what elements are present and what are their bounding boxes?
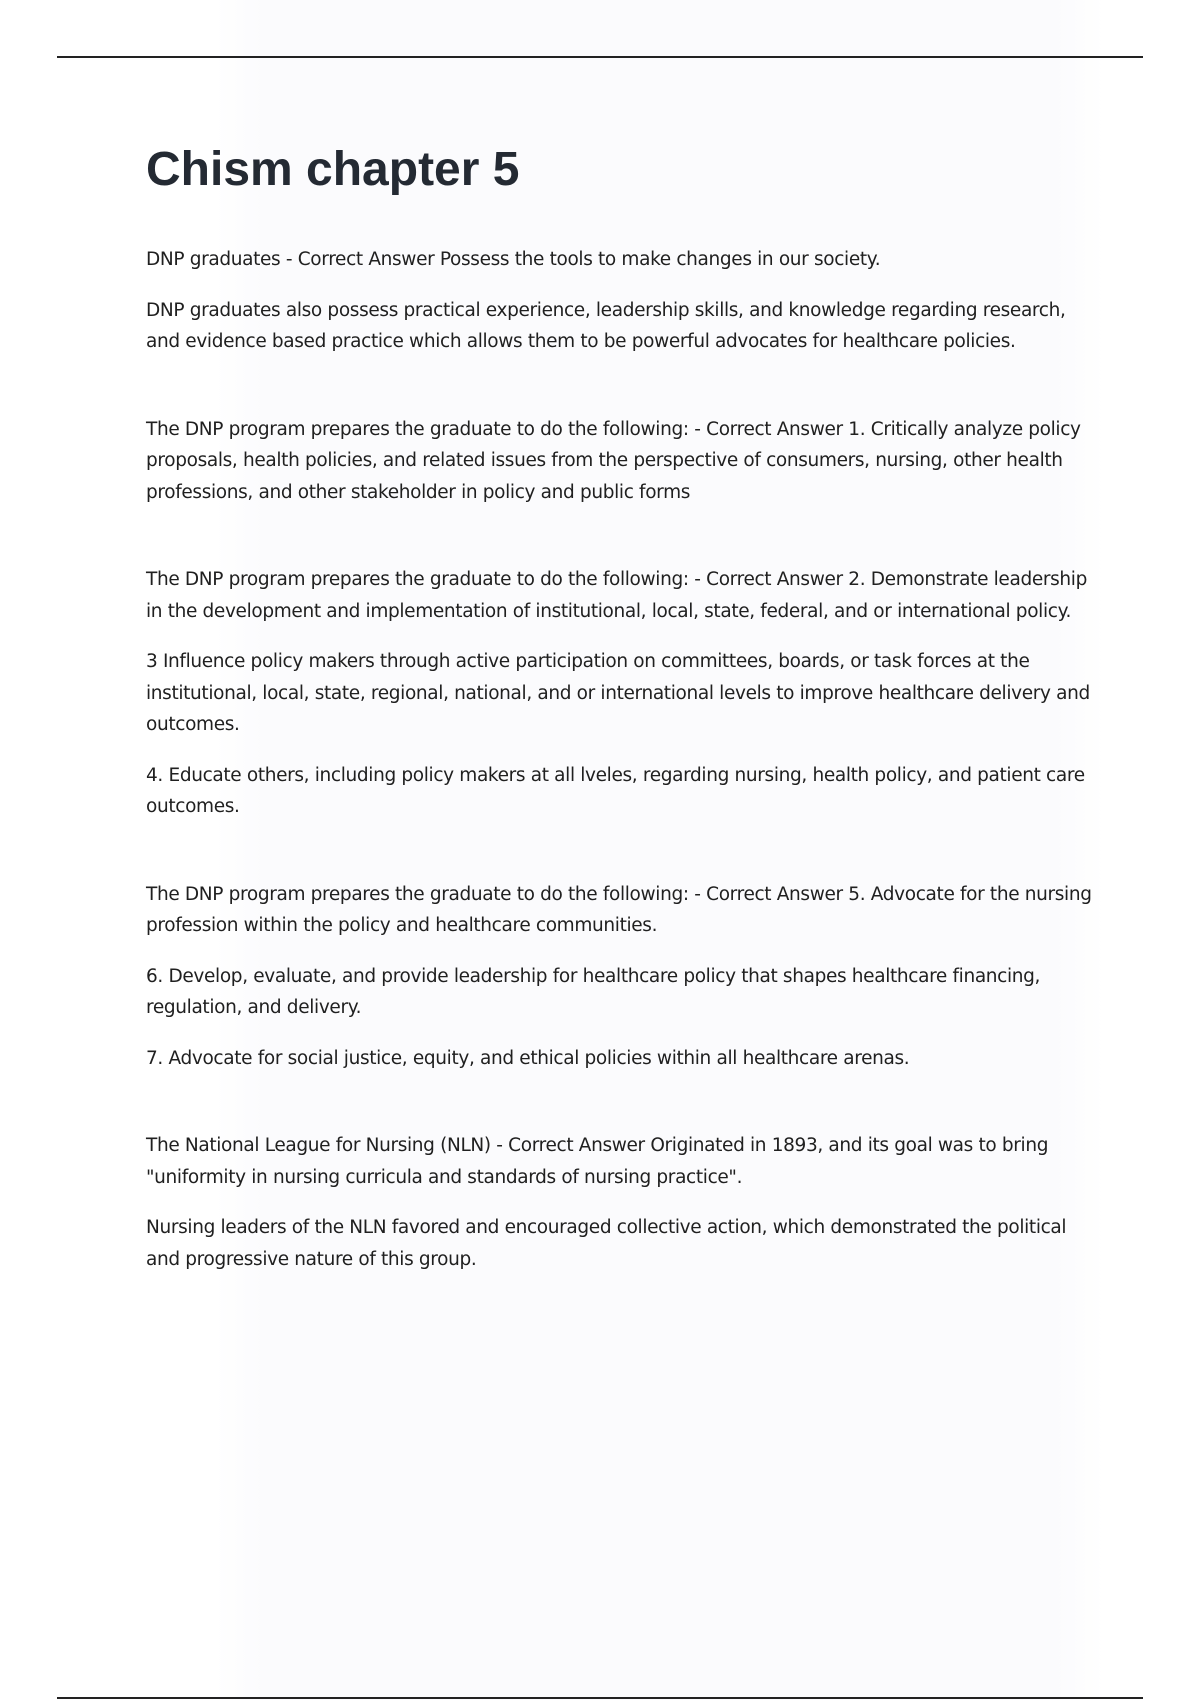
card-text: The DNP program prepares the graduate to do the following: - Correct Answer 2. Demonstrate leadership in the development and implementation of institutional, local, state, federal, and or international policy. [146,569,1087,622]
card-text: The DNP program prepares the graduate to do the following: - Correct Answer 5. Advocate for the nursing profession within the policy and healthcare communities. [146,883,1092,936]
card-text: The National League for Nursing (NLN) - Correct Answer Originated in 1893, and its goal was to bring "uniformity in nursing curricula and standards of nursing practice". [146,1135,1049,1188]
bottom-rule [57,1697,1143,1699]
top-rule [57,56,1143,58]
card-text: 3 Influence policy makers through active participation on committees, boards, or task forces at the institutional, local, state, regional, national, and or international levels to improve healthcare delivery and outcomes. [146,651,1090,735]
page-title: Chism chapter 5 [146,143,520,196]
card-text: Nursing leaders of the NLN favored and encouraged collective action, which demonstrated the political and progressive nature of this group. [146,1217,1067,1270]
card-text: DNP graduates - Correct Answer Possess the tools to make changes in our society. [146,249,881,270]
card-text: The DNP program prepares the graduate to do the following: - Correct Answer 1. Critically analyze policy proposals, health policies, and related issues from the perspective of consumers, nursing, other health professions, and other stakeholder in policy and public forms [146,418,1081,503]
flashcard [146,564,1096,823]
document-body [146,140,1096,1331]
flashcard [146,1130,1096,1275]
card-text: 7. Advocate for social justice, equity, and ethical policies within all healthcare arenas. [146,1047,910,1069]
card-text: DNP graduates also possess practical experience, leadership skills, and knowledge regarding research, and evidence based practice which allows them to be powerful advocates for healthcare policies. [146,299,1066,352]
flashcard [146,244,1096,358]
flashcard [146,879,1096,1075]
card-text: 6. Develop, evaluate, and provide leadership for healthcare policy that shapes healthcare financing, regulation, and delivery. [146,965,1041,1018]
flashcard [146,414,1096,509]
card-text: 4. Educate others, including policy makers at all lveles, regarding nursing, health policy, and patient care outcomes. [146,764,1085,817]
